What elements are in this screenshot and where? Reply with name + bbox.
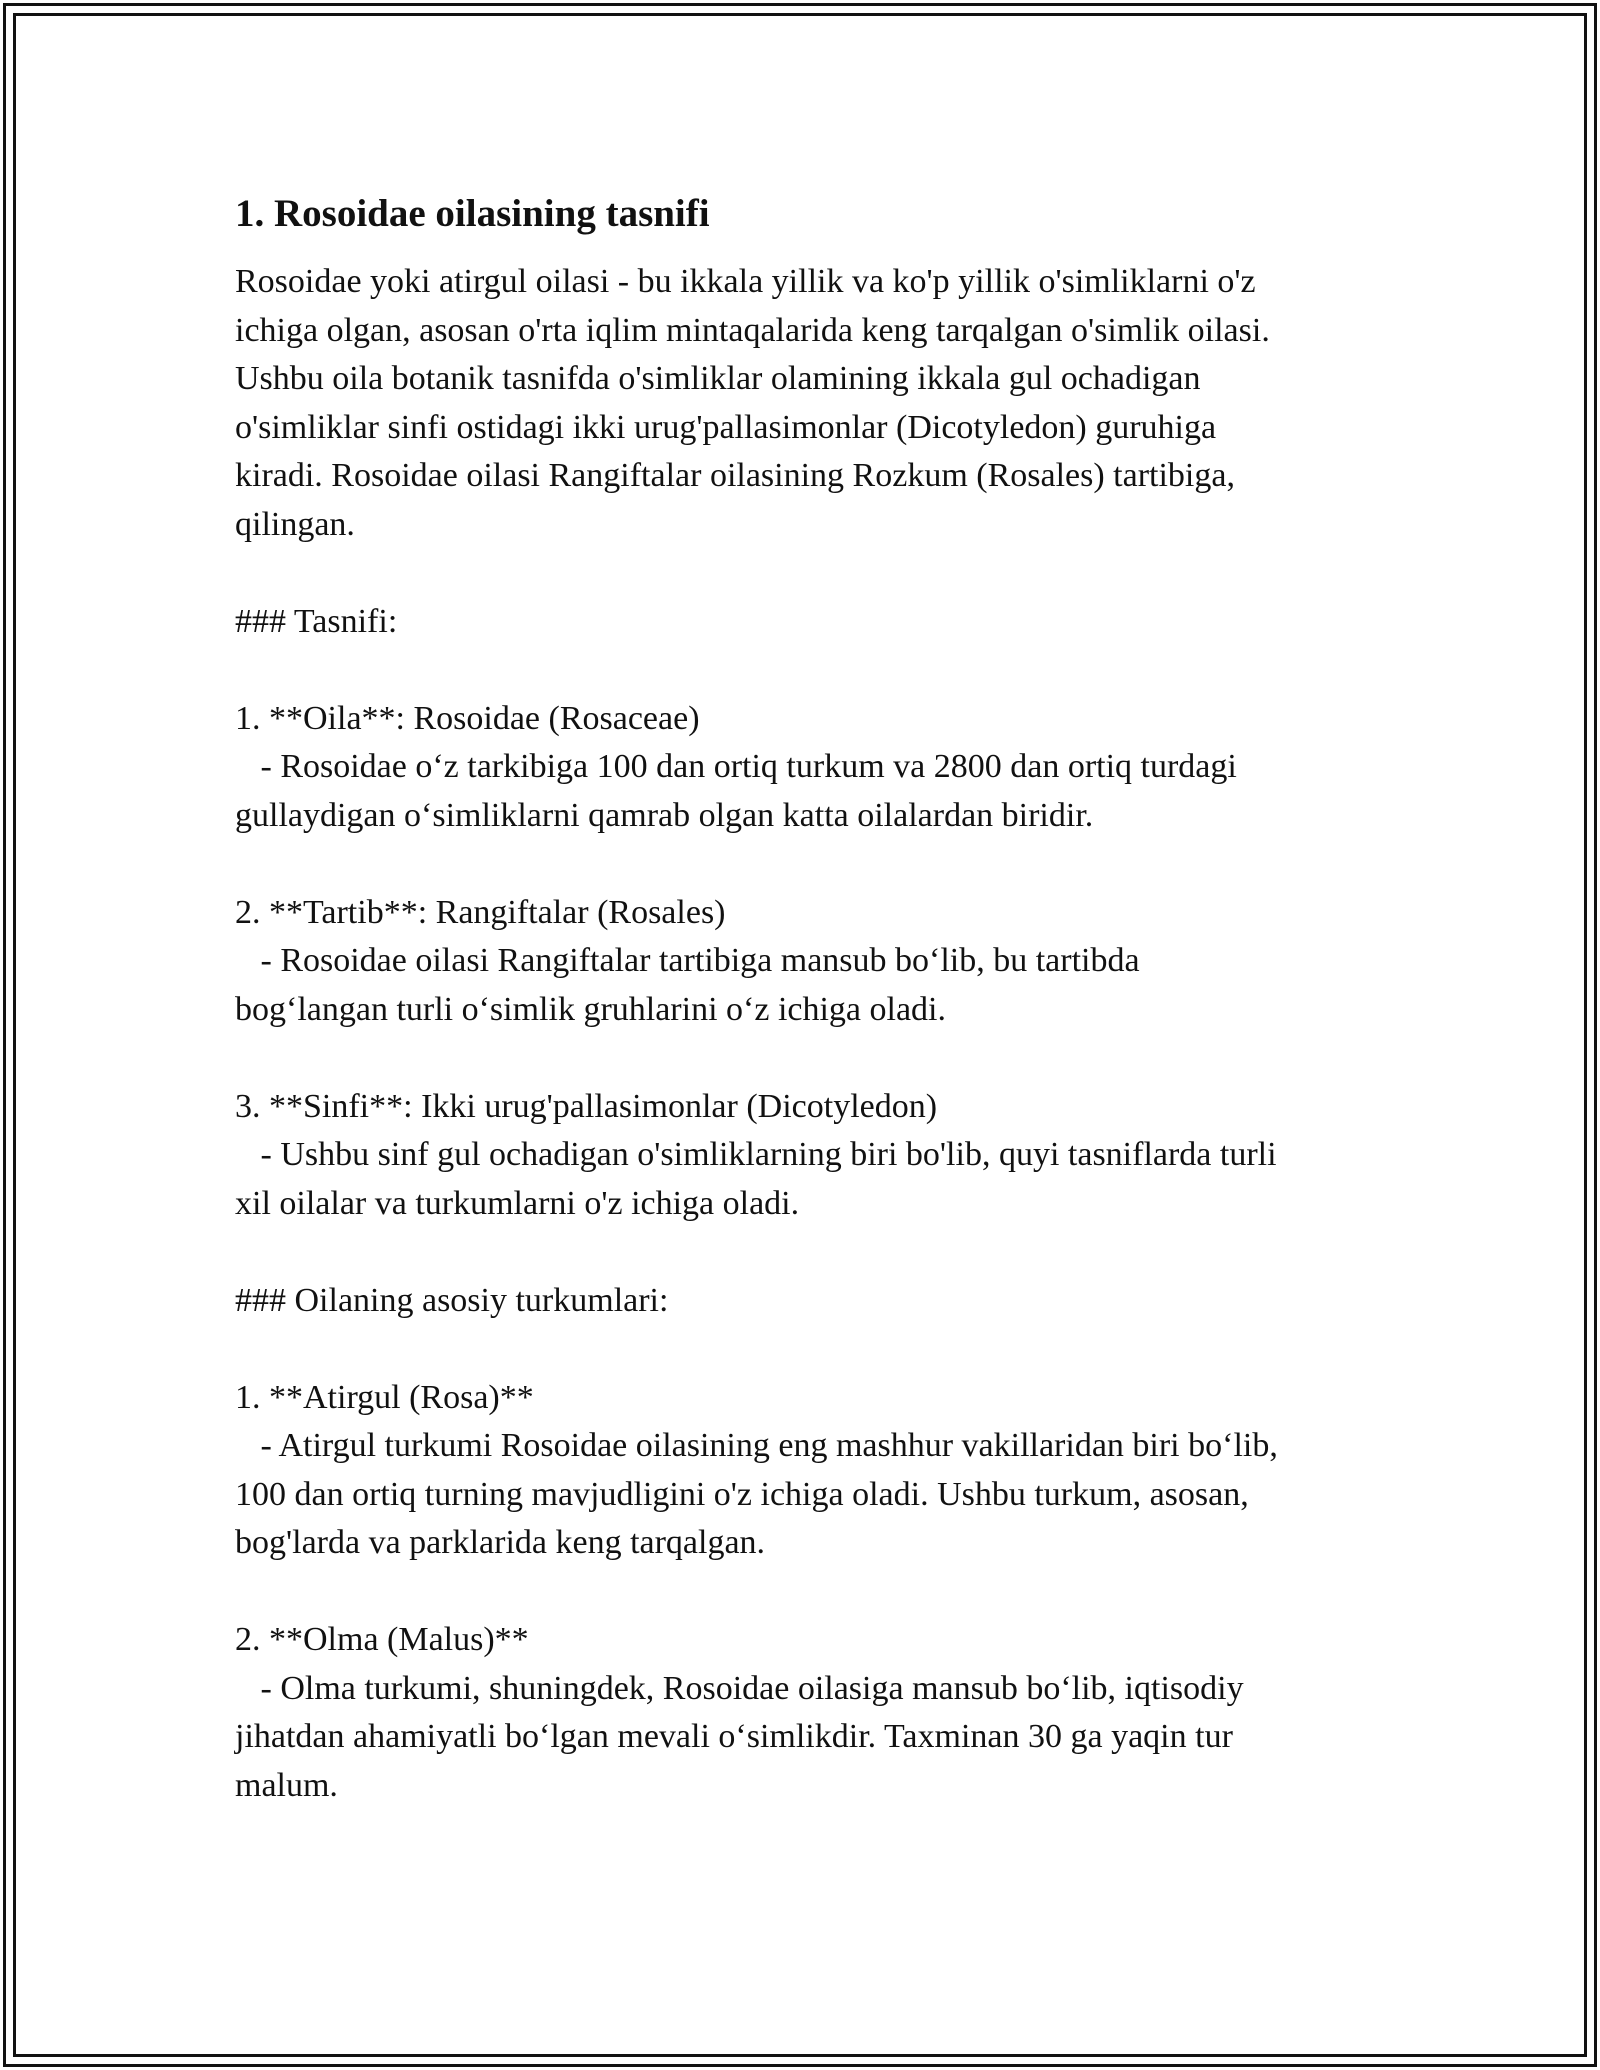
document-body: Rosoidae yoki atirgul oilasi - bu ikkala yillik va ko'p yillik o'simliklarni o'z ichiga olgan, asosan o'rta iqlim mintaqalarida keng tarqalgan o'simlik oilasi. Ushbu oila botanik tasnifda o'simliklar olamining ikkala gul ochadigan o'simliklar sinfi ostidagi ikki urug'pallasimonlar (Dicotyledon) guruhiga kiradi. Rosoidae oilasi Rangiftalar oilasining Rozkum (Rosales) tartibiga, qilingan. ### Tasnifi: 1. **Oila**: Rosoidae (Rosaceae) - Rosoidae o‘z tarkibiga 100 dan ortiq turkum va 2800 dan ortiq turdagi gullaydigan o‘simliklarni qamrab olgan katta oilalardan biridir. 2. **Tartib**: Rangiftalar (Rosales) - Rosoidae oilasi Rangiftalar tartibiga mansub bo‘lib, bu tartibda bog‘langan turli o‘simlik gruhlarini o‘z ichiga oladi. 3. **Sinfi**: Ikki urug'pallasimonlar (Dicotyledon) - Ushbu sinf gul ochadigan o'simliklarning biri bo'lib, quyi tasniflarda turli xil oilalar va turkumlarni o'z ichiga oladi. ### Oilaning asosiy turkumlari: 1. **Atirgul (Rosa)** - Atirgul turkumi Rosoidae oilasining eng mashhur vakillaridan biri bo‘lib, 100 dan ortiq turning mavjudligini o'z ichiga oladi. Ushbu turkum, asosan, bog'larda va parklarida keng tarqalgan. 2. **Olma (Malus)** - Olma turkumi, shuningdek, Rosoidae oilasiga mansub bo‘lib, iqtisodiy jihatdan ahamiyatli bo‘lgan mevali o‘simlikdir. Taxminan 30 ga yaqin tur malum.: [235, 263, 1278, 1804]
document-content: [235, 186, 1385, 1810]
document-title: 1. Rosoidae oilasining tasnifi: [235, 192, 710, 235]
